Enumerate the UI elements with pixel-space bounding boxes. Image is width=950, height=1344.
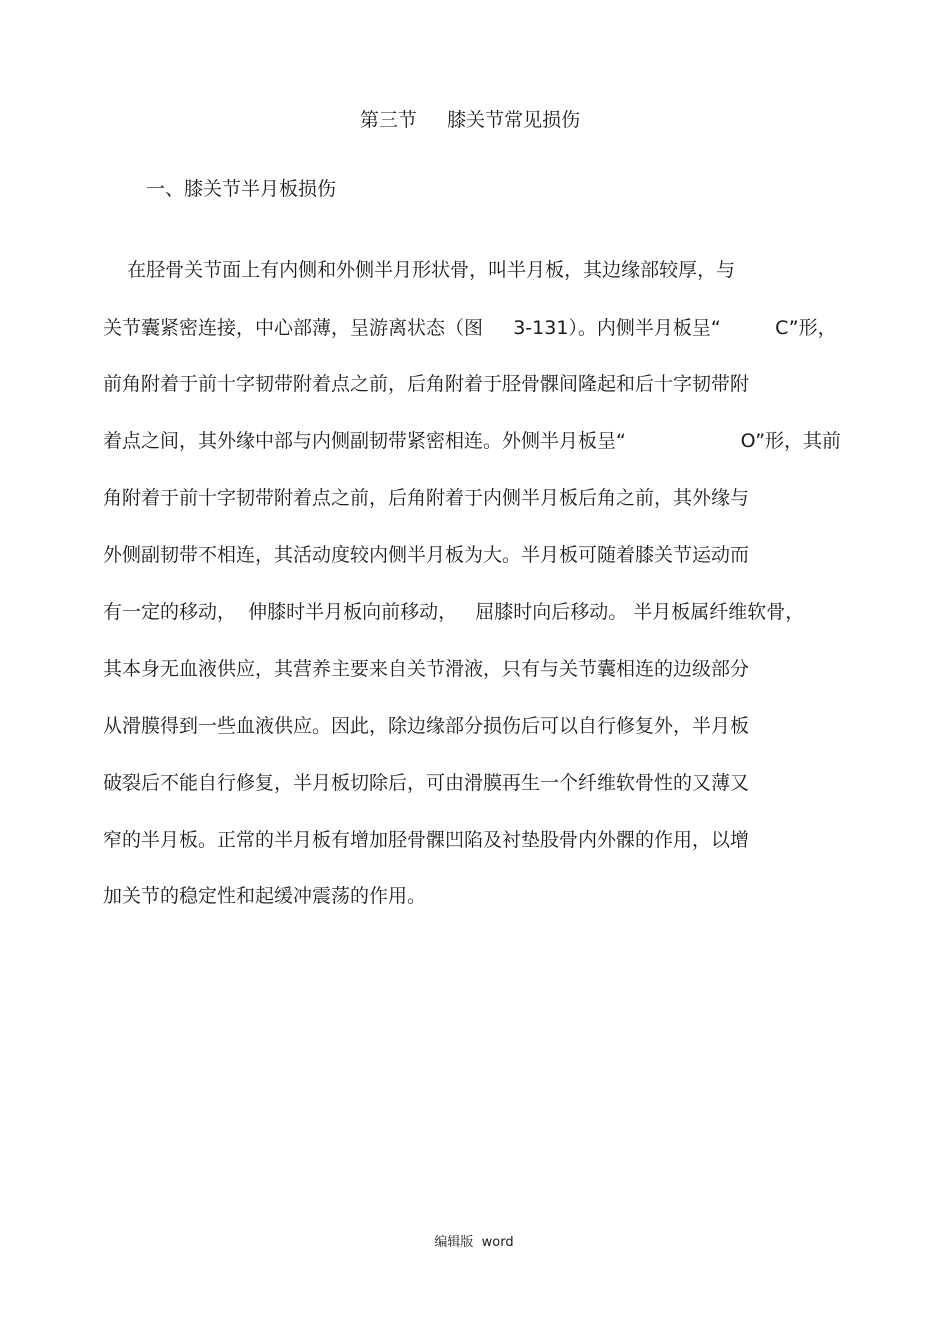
paragraph-line: 窄的半月板。正常的半月板有增加胫骨髁凹陷及衬垫股骨内外髁的作用，以增 (103, 829, 750, 851)
paragraph-line: 着点之间，其外缘中部与内侧副韧带紧密相连。外侧半月板呈“ O”形，其前 (103, 430, 842, 452)
paragraph-line: 有一定的移动， 伸膝时半月板向前移动， 屈膝时向后移动。 半月板属纤维软骨， (103, 601, 805, 623)
paragraph-line: 破裂后不能自行修复，半月板切除后，可由滑膜再生一个纤维软骨性的又薄又 (103, 772, 750, 794)
subsection-title: 一、膝关节半月板损伤 (146, 178, 337, 200)
paragraph-line: 加关节的稳定性和起缓冲震荡的作用。 (103, 885, 427, 907)
paragraph-line: 外侧副韧带不相连，其活动度较内侧半月板为大。半月板可随着膝关节运动而 (103, 544, 750, 566)
section-title: 第三节 膝关节常见损伤 (359, 109, 581, 131)
paragraph-line: 前角附着于前十字韧带附着点之前，后角附着于胫骨髁间隆起和后十字韧带附 (103, 373, 750, 395)
paragraph-line: 角附着于前十字韧带附着点之前，后角附着于内侧半月板后角之前，其外缘与 (103, 487, 750, 509)
paragraph-line: 关节囊紧密连接，中心部薄，呈游离状态（图 3-131）。内侧半月板呈“ C”形， (103, 317, 837, 339)
page-footer: 编辑版 word (434, 1235, 514, 1250)
paragraph-line: 从滑膜得到一些血液供应。因此，除边缘部分损伤后可以自行修复外，半月板 (103, 715, 750, 737)
paragraph-line: 在胫骨关节面上有内侧和外侧半月形状骨，叫半月板，其边缘部较厚，与 (103, 259, 736, 281)
paragraph-line: 其本身无血液供应，其营养主要来自关节滑液，只有与关节囊相连的边级部分 (103, 658, 750, 680)
